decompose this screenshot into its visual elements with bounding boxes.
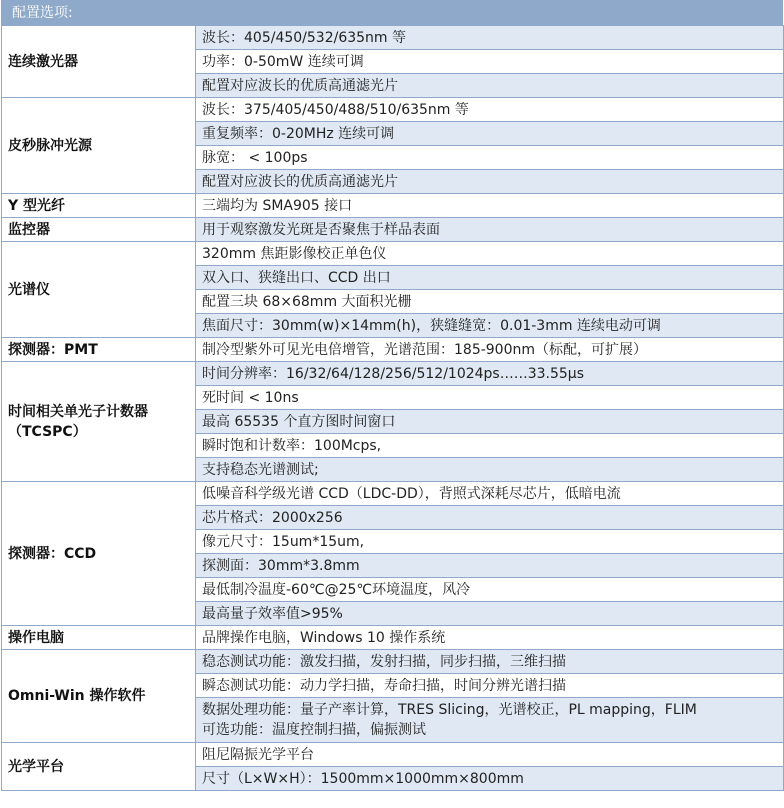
section-label: 操作电脑 [2, 626, 196, 650]
section-label: 监控器 [2, 218, 196, 242]
spec-value: 配置对应波长的优质高通滤光片 [196, 170, 784, 194]
spec-sheet [1, 0, 783, 791]
spec-value: 瞬态测试功能：动力学扫描，寿命扫描，时间分辨光谱扫描 [196, 674, 784, 698]
spec-value: 探测面：30mm*3.8mm [196, 554, 784, 578]
spec-value: 配置对应波长的优质高通滤光片 [196, 74, 784, 98]
table-row [2, 242, 784, 266]
section-label: 时间相关单光子计数器 （TCSPC） [2, 362, 196, 482]
spec-value: 脉宽： < 100ps [196, 146, 784, 170]
section-label: Y 型光纤 [2, 194, 196, 218]
spec-value: 三端均为 SMA905 接口 [196, 194, 784, 218]
section-label: 探测器：CCD [2, 482, 196, 626]
table-row [2, 362, 784, 386]
table-row [2, 650, 784, 674]
table-row [2, 98, 784, 122]
table-row [2, 626, 784, 650]
spec-value: 最高 65535 个直方图时间窗口 [196, 410, 784, 434]
section-label: 光谱仪 [2, 242, 196, 338]
config-options-header: 配置选项: [1, 0, 783, 25]
spec-value: 用于观察激发光斑是否聚焦于样品表面 [196, 218, 784, 242]
spec-value: 稳态测试功能：激发扫描，发射扫描，同步扫描，三维扫描 [196, 650, 784, 674]
spec-value: 配置三块 68×68mm 大面积光栅 [196, 290, 784, 314]
section-label: 连续激光器 [2, 26, 196, 98]
spec-value: 制冷型紫外可见光电倍增管，光谱范围：185-900nm（标配，可扩展） [196, 338, 784, 362]
spec-value: 支持稳态光谱测试; [196, 458, 784, 482]
table-row [2, 743, 784, 767]
table-row [2, 218, 784, 242]
spec-value: 数据处理功能：量子产率计算，TRES Slicing，光谱校正，PL mapping，FLIM 可选功能：温度控制扫描，偏振测试 [196, 698, 784, 743]
section-label: 光学平台 [2, 743, 196, 791]
spec-value: 尺寸（L×W×H）：1500mm×1000mm×800mm [196, 767, 784, 791]
spec-value: 最高量子效率值>95% [196, 602, 784, 626]
table-row [2, 26, 784, 50]
spec-value: 品牌操作电脑，Windows 10 操作系统 [196, 626, 784, 650]
spec-value: 死时间 < 10ns [196, 386, 784, 410]
table-row [2, 338, 784, 362]
spec-value: 最低制冷温度-60℃@25℃环境温度，风冷 [196, 578, 784, 602]
spec-value: 重复频率：0-20MHz 连续可调 [196, 122, 784, 146]
table-row [2, 194, 784, 218]
spec-value: 低噪音科学级光谱 CCD（LDC-DD），背照式深耗尽芯片，低暗电流 [196, 482, 784, 506]
spec-value: 阻尼隔振光学平台 [196, 743, 784, 767]
spec-value: 芯片格式：2000x256 [196, 506, 784, 530]
spec-value: 像元尺寸：15um*15um, [196, 530, 784, 554]
section-label: 探测器：PMT [2, 338, 196, 362]
spec-value: 320mm 焦距影像校正单色仪 [196, 242, 784, 266]
spec-value: 功率：0-50mW 连续可调 [196, 50, 784, 74]
spec-value: 波长：375/405/450/488/510/635nm 等 [196, 98, 784, 122]
spec-value: 波长：405/450/532/635nm 等 [196, 26, 784, 50]
spec-value: 瞬时饱和计数率：100Mcps, [196, 434, 784, 458]
spec-value: 时间分辨率：16/32/64/128/256/512/1024ps……33.55µs [196, 362, 784, 386]
section-label: 皮秒脉冲光源 [2, 98, 196, 194]
table-row [2, 482, 784, 506]
config-table [1, 25, 784, 791]
spec-value: 焦面尺寸：30mm(w)×14mm(h)，狭缝缝宽：0.01-3mm 连续电动可调 [196, 314, 784, 338]
spec-value: 双入口、狭缝出口、CCD 出口 [196, 266, 784, 290]
section-label: Omni-Win 操作软件 [2, 650, 196, 743]
